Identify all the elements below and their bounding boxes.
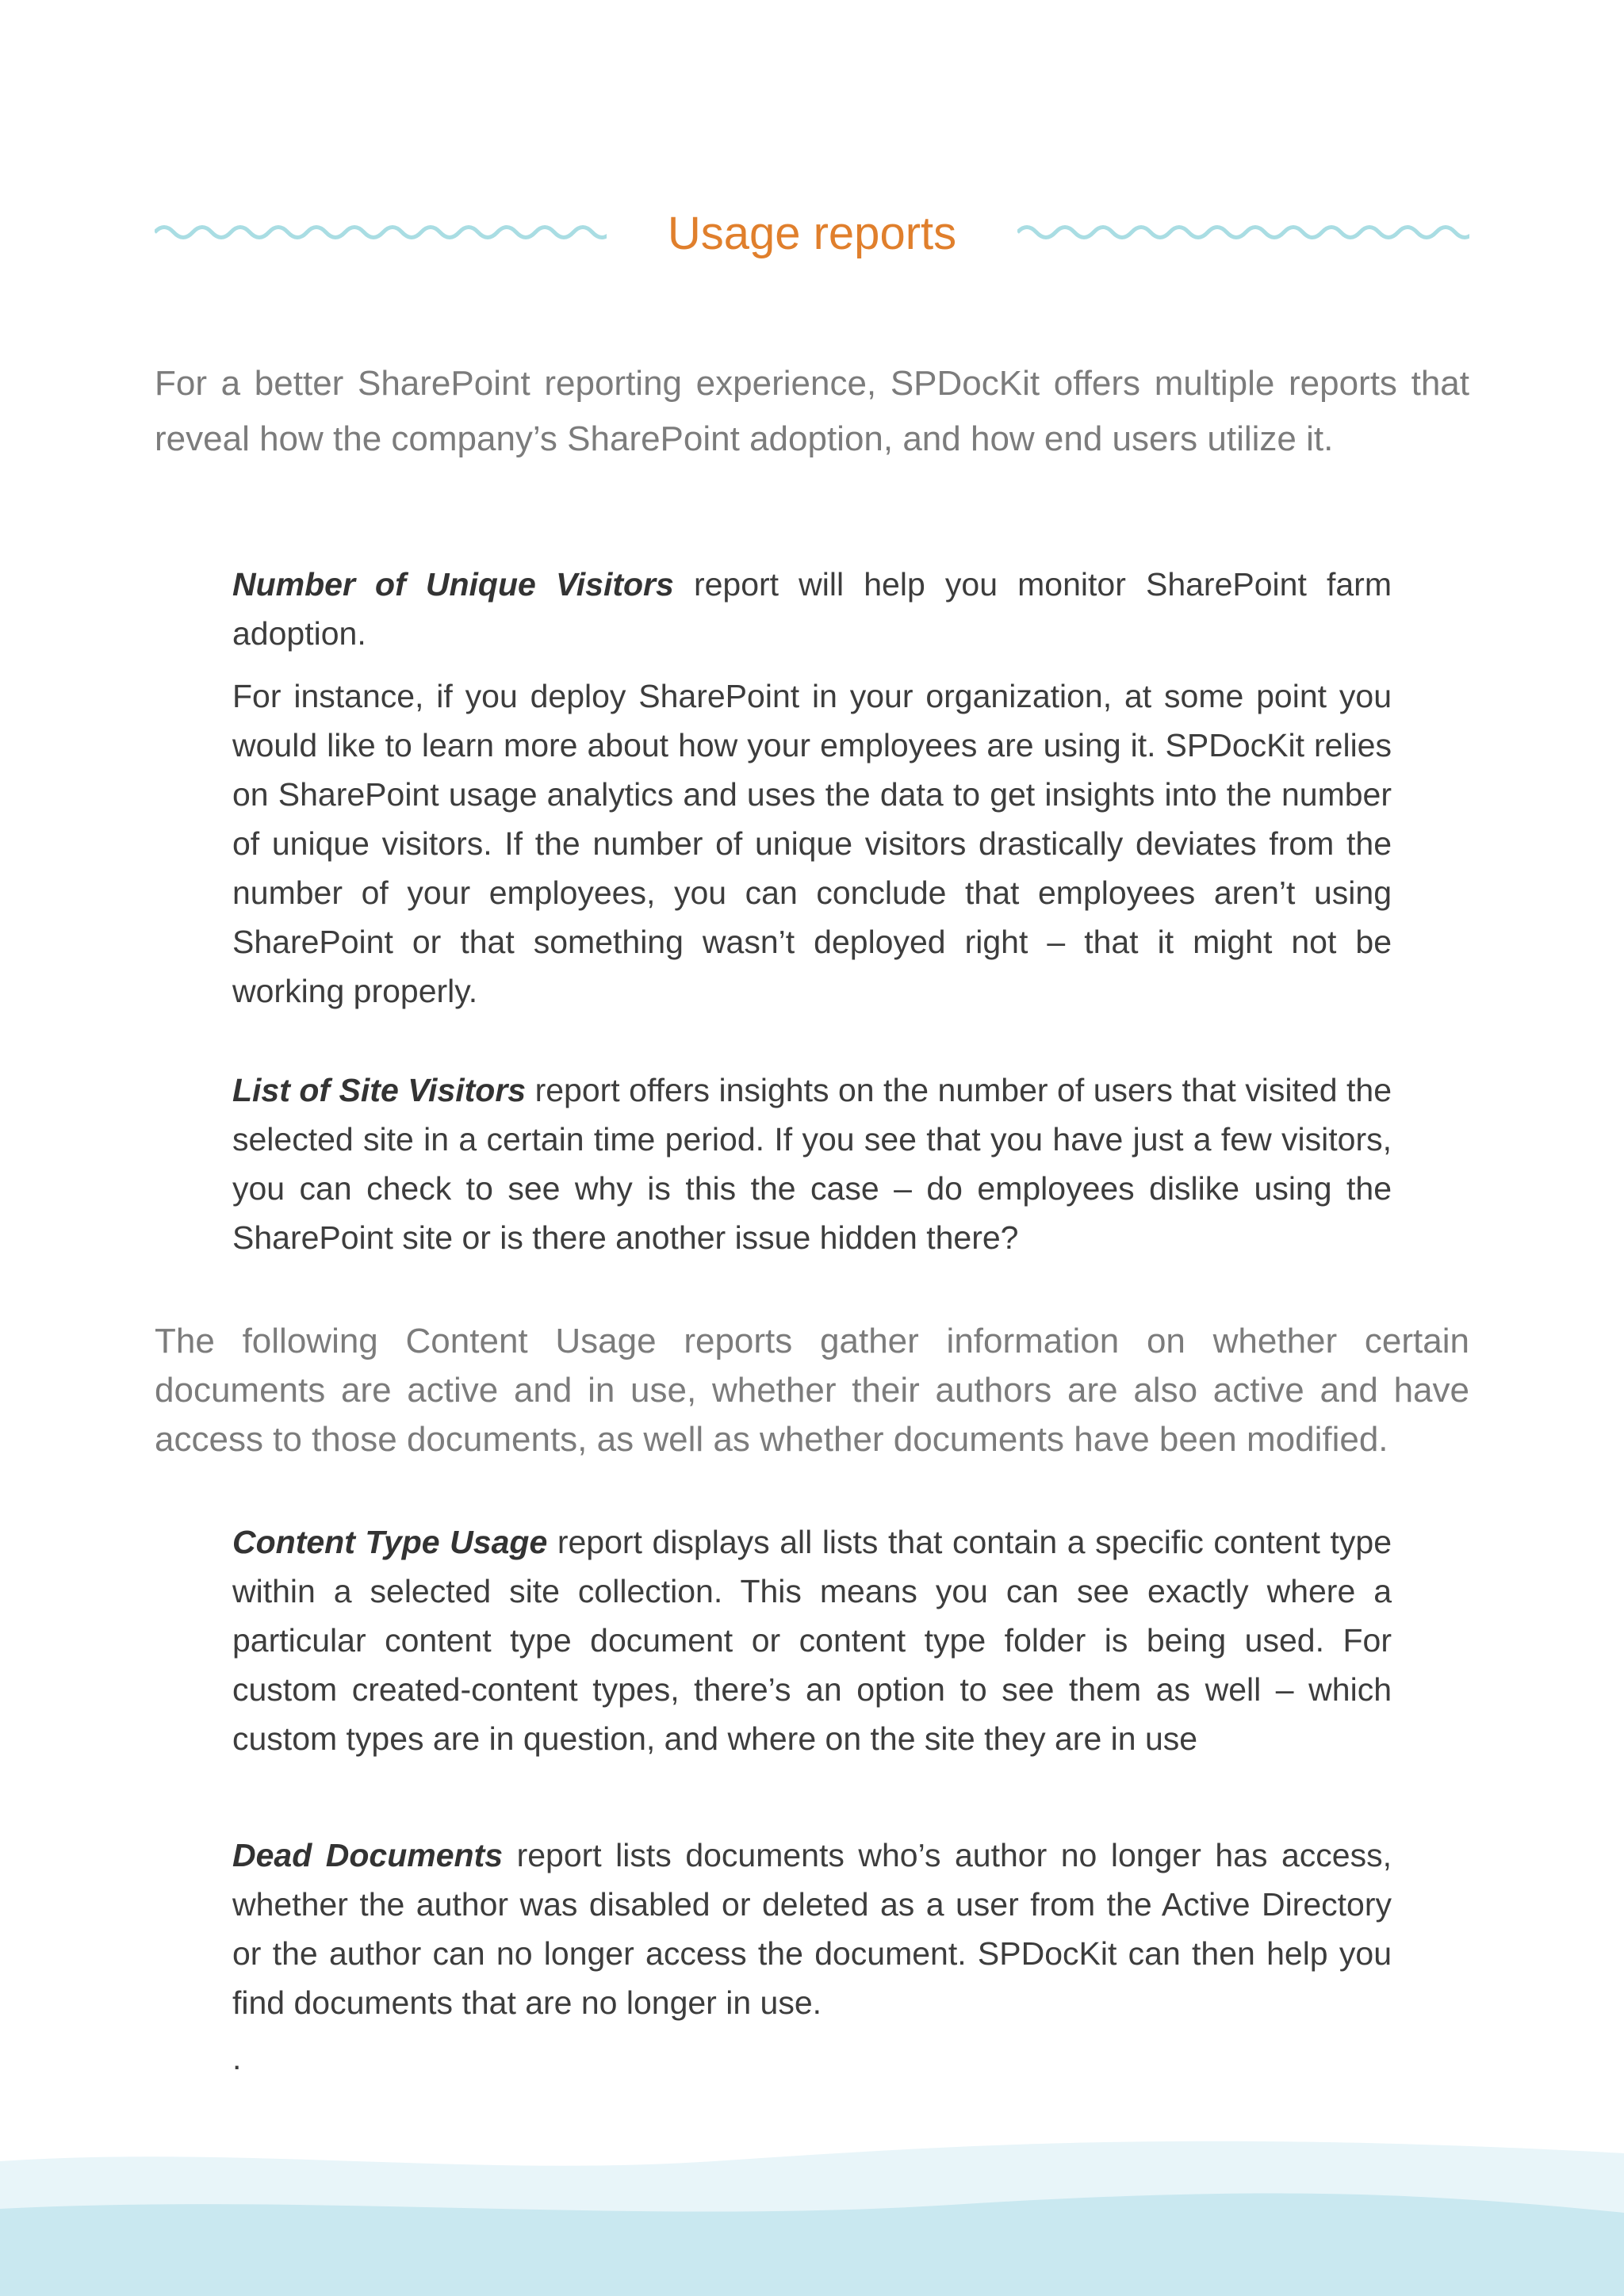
content-type-usage-report-name: Content Type Usage — [232, 1524, 548, 1560]
unique-visitors-report-name: Number of Unique Visitors — [232, 566, 674, 603]
content-type-usage-text: report displays all lists that contain a specific content type within a selected site collection. This means you can see exactly where a particular content type document or content type folder is being used. For custom created-content types, there’s an option to see them as well – which custom types are in question, and where on the site they are in use — [232, 1524, 1392, 1757]
intro-paragraph: For a better SharePoint reporting experience, SPDocKit offers multiple reports that reveal how the company’s SharePoint adoption, and how end users utilize it. — [155, 364, 1469, 458]
site-visitors-text: report offers insights on the number of users that visited the selected site in a certain time period. If you see that you have just a few visitors, you can check to see why is this the case – do employees dislike using the SharePoint site or is there another issue hidden there? — [232, 1072, 1392, 1256]
wave-decoration-right-icon — [1017, 220, 1469, 244]
unique-visitors-lead: report will help you monitor SharePoint farm adoption. — [232, 566, 1392, 652]
trailing-dot: . — [232, 2040, 242, 2076]
bottom-wave-decoration — [0, 2106, 1624, 2296]
section-heading — [155, 198, 1469, 270]
site-visitors-report-name: List of Site Visitors — [232, 1072, 527, 1108]
dead-documents-report-name: Dead Documents — [232, 1837, 504, 1873]
dead-documents-text: report lists documents who’s author no longer has access, whether the author was disabled or deleted as a user from the Active Directory or the author can no longer access the document. SPDocKit can then help you find documents that are no longer in use. — [232, 1837, 1392, 2021]
content-usage-intro: The following Content Usage reports gather information on whether certain documents are active and in use, whether their authors are also active and have access to those documents, as well as whether documents have been modified. — [155, 1322, 1469, 1459]
unique-visitors-paragraph — [232, 560, 1392, 658]
site-visitors-paragraph — [232, 1066, 1392, 1262]
unique-visitors-detail: For instance, if you deploy SharePoint in your organization, at some point you would like to learn more about how your employees are using it. SPDocKit relies on SharePoint usage analytics and uses the data to get insights into the number of unique visitors. If the number of unique visitors drastically deviates from the number of your employees, you can conclude that employees aren’t using SharePoint or that something wasn’t deployed right – that it might not be working properly. — [232, 678, 1392, 1009]
dead-documents-paragraph — [232, 1831, 1392, 2027]
content-type-usage-paragraph — [232, 1517, 1392, 1763]
page-title: Usage reports — [667, 208, 957, 259]
